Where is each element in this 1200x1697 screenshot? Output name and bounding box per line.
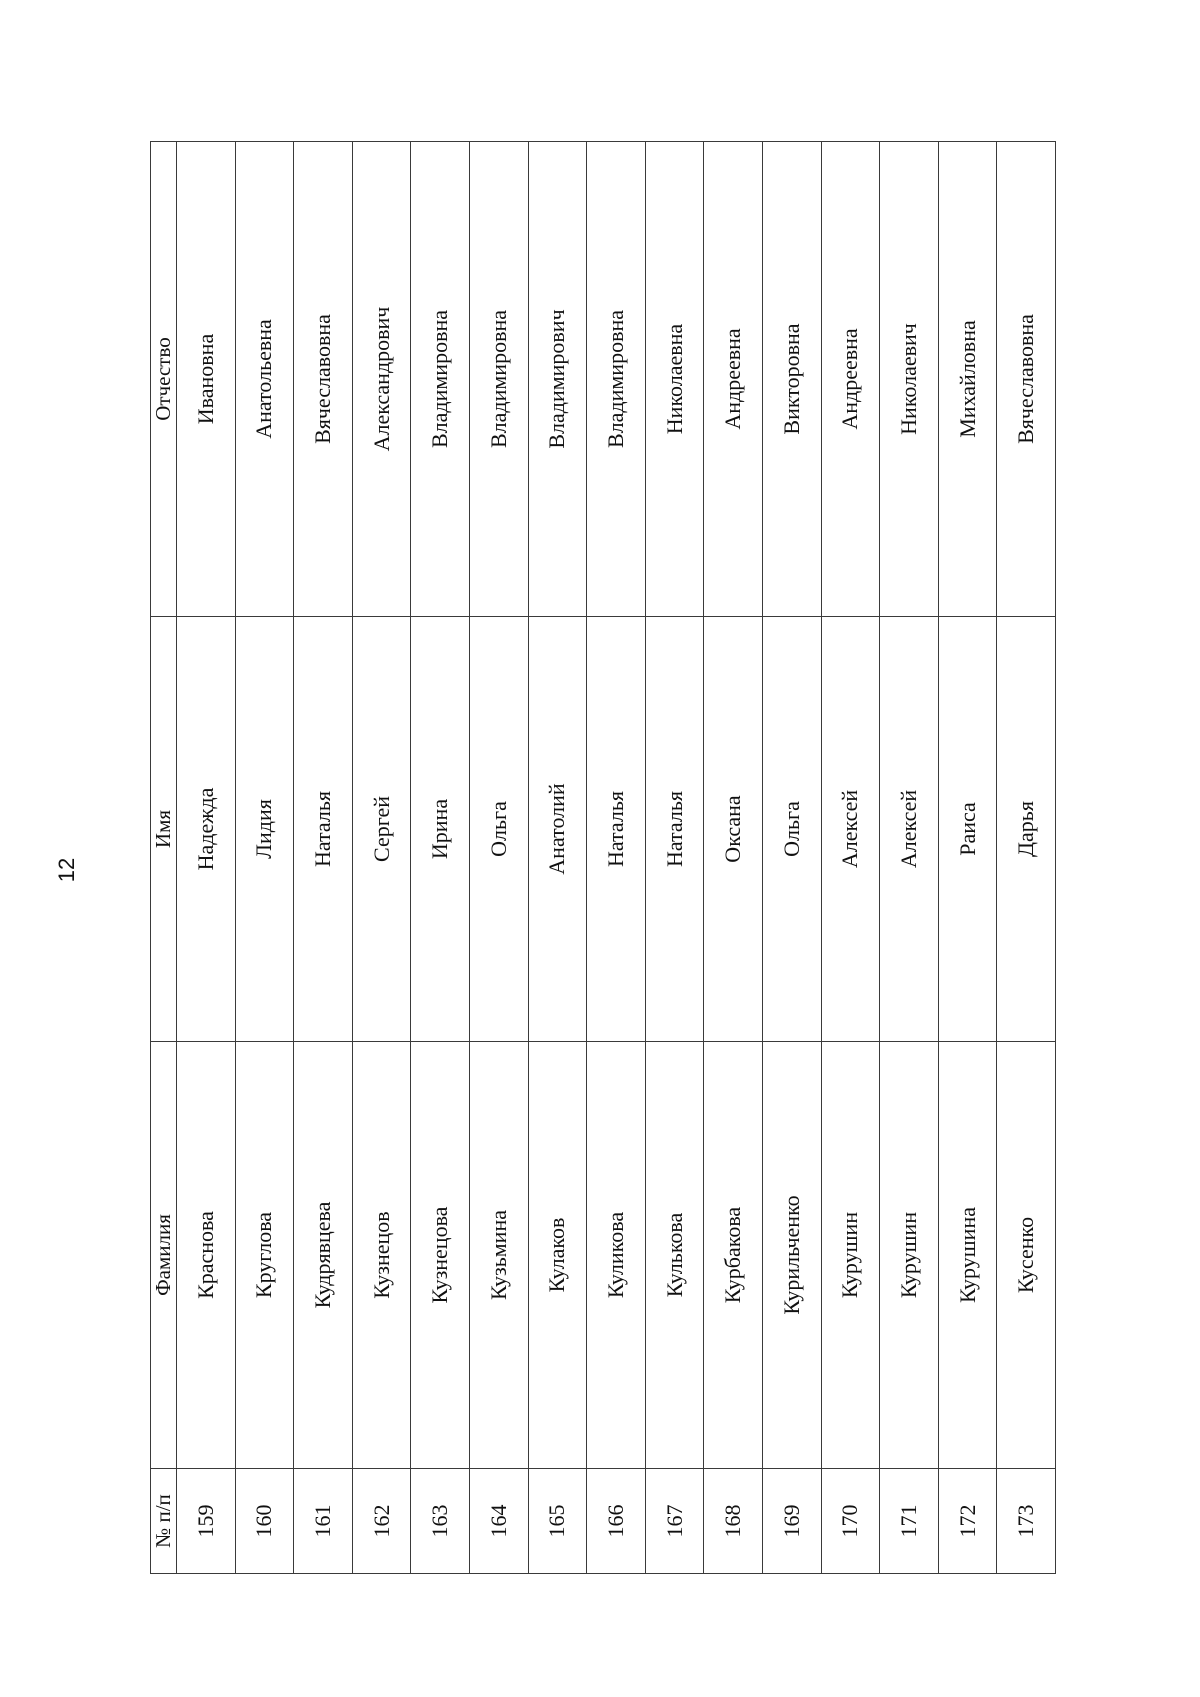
cell-first-name: Ирина [411, 617, 470, 1042]
table-row [880, 142, 939, 1574]
cell-number: 169 [762, 1469, 821, 1574]
cell-first-name: Надежда [177, 617, 236, 1042]
cell-last-name: Кулаков [528, 1042, 587, 1469]
cell-first-name: Лидия [235, 617, 294, 1042]
cell-last-name: Курушин [821, 1042, 880, 1469]
cell-last-name: Кузнецов [352, 1042, 411, 1469]
cell-patronymic: Викторовна [762, 142, 821, 617]
table-row [469, 142, 528, 1574]
cell-number: 159 [177, 1469, 236, 1574]
cell-patronymic: Владимирович [528, 142, 587, 617]
table-row [821, 142, 880, 1574]
table-header-row [151, 142, 177, 1574]
cell-number: 172 [938, 1469, 997, 1574]
cell-first-name: Раиса [938, 617, 997, 1042]
cell-patronymic: Александрович [352, 142, 411, 617]
cell-patronymic: Николаевич [880, 142, 939, 617]
table-row [587, 142, 646, 1574]
header-patronymic: Отчество [151, 142, 177, 617]
cell-number: 171 [880, 1469, 939, 1574]
cell-last-name: Курушин [880, 1042, 939, 1469]
cell-patronymic: Владимировна [469, 142, 528, 617]
table-row [938, 142, 997, 1574]
cell-number: 168 [704, 1469, 763, 1574]
cell-last-name: Краснова [177, 1042, 236, 1469]
table-row [352, 142, 411, 1574]
cell-last-name: Кусенко [997, 1042, 1056, 1469]
table-row [704, 142, 763, 1574]
cell-patronymic: Вячеславовна [997, 142, 1056, 617]
table-row [235, 142, 294, 1574]
cell-first-name: Алексей [821, 617, 880, 1042]
cell-last-name: Круглова [235, 1042, 294, 1469]
header-first-name: Имя [151, 617, 177, 1042]
cell-last-name: Кузьмина [469, 1042, 528, 1469]
cell-first-name: Дарья [997, 617, 1056, 1042]
cell-number: 162 [352, 1469, 411, 1574]
cell-patronymic: Владимировна [587, 142, 646, 617]
cell-number: 163 [411, 1469, 470, 1574]
cell-first-name: Наталья [645, 617, 704, 1042]
table-row [997, 142, 1056, 1574]
table-row [762, 142, 821, 1574]
cell-first-name: Оксана [704, 617, 763, 1042]
cell-first-name: Наталья [587, 617, 646, 1042]
cell-first-name: Алексей [880, 617, 939, 1042]
cell-number: 160 [235, 1469, 294, 1574]
table-row [411, 142, 470, 1574]
header-last-name: Фамилия [151, 1042, 177, 1469]
page-number: 12 [54, 857, 79, 883]
cell-last-name: Куликова [587, 1042, 646, 1469]
cell-number: 173 [997, 1469, 1056, 1574]
cell-number: 170 [821, 1469, 880, 1574]
cell-patronymic: Ивановна [177, 142, 236, 617]
cell-last-name: Курушина [938, 1042, 997, 1469]
cell-number: 166 [587, 1469, 646, 1574]
cell-number: 167 [645, 1469, 704, 1574]
table-row [645, 142, 704, 1574]
cell-last-name: Кудрявцева [294, 1042, 353, 1469]
table-row [528, 142, 587, 1574]
cell-patronymic: Николаевна [645, 142, 704, 617]
cell-last-name: Кулькова [645, 1042, 704, 1469]
cell-first-name: Ольга [469, 617, 528, 1042]
header-number: № п/п [151, 1469, 177, 1574]
cell-last-name: Курильченко [762, 1042, 821, 1469]
cell-last-name: Кузнецова [411, 1042, 470, 1469]
cell-first-name: Сергей [352, 617, 411, 1042]
cell-number: 161 [294, 1469, 353, 1574]
cell-last-name: Курбакова [704, 1042, 763, 1469]
persons-table [150, 141, 1056, 1574]
cell-patronymic: Андреевна [821, 142, 880, 617]
cell-first-name: Наталья [294, 617, 353, 1042]
cell-first-name: Ольга [762, 617, 821, 1042]
cell-first-name: Анатолий [528, 617, 587, 1042]
cell-patronymic: Анатольевна [235, 142, 294, 617]
table-row [294, 142, 353, 1574]
cell-number: 164 [469, 1469, 528, 1574]
cell-patronymic: Вячеславовна [294, 142, 353, 617]
cell-patronymic: Владимировна [411, 142, 470, 617]
cell-number: 165 [528, 1469, 587, 1574]
cell-patronymic: Михайловна [938, 142, 997, 617]
table-row [177, 142, 236, 1574]
rotated-table-container [150, 142, 1056, 1574]
cell-patronymic: Андреевна [704, 142, 763, 617]
